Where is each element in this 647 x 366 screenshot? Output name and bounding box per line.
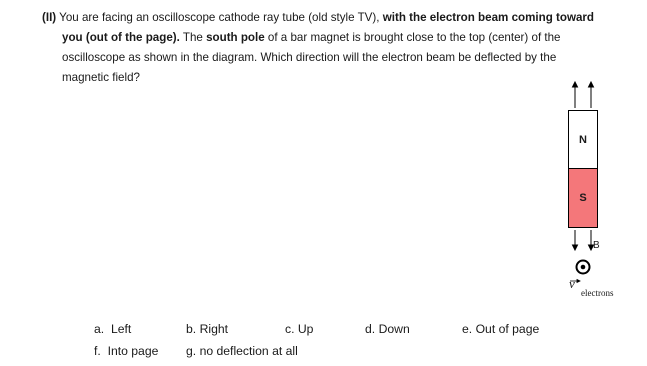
choice-e[interactable] [462,322,539,336]
question-text-fragment-2: of a bar magnet is brought close to the top (center) of the [264,31,561,44]
choice-letter: a. [94,322,105,336]
choice-text: Right [199,322,229,336]
field-lines-top [573,82,594,108]
choice-f[interactable] [94,344,158,358]
choice-text: Left [110,322,132,336]
choice-letter: f. [94,344,101,358]
choice-letter: c. [285,322,295,336]
choice-text: Down [378,322,410,336]
choice-c[interactable] [285,322,313,336]
question-line-3: oscilloscope as shown in the diagram. Which direction will the electron beam be deflected by the [62,51,557,64]
bar-magnet [568,110,598,228]
question-intro: You are facing an oscilloscope cathode ray tube (old style TV), [56,11,383,24]
choice-text: Into page [107,344,159,358]
choice-letter: b. [186,322,197,336]
choice-g[interactable] [186,344,298,358]
north-pole [568,110,598,169]
field-lines-bottom [573,230,594,250]
south-pole [568,168,598,228]
question-line-4: magnetic field? [62,71,140,84]
choice-text: Out of page [475,322,540,336]
choice-a[interactable] [94,322,131,336]
question-emphasis-out: you (out of the page). [62,31,180,44]
south-label: S [579,192,587,204]
out-of-page-symbol [577,261,590,274]
north-label: N [579,133,587,146]
choice-text: no deflection at all [199,344,298,358]
choice-b[interactable] [186,322,228,336]
velocity-symbol: v [569,276,575,291]
question-emphasis-south: south pole [206,31,265,44]
choice-letter: d. [365,322,376,336]
choice-letter: g. [186,344,197,358]
choice-text: Up [297,322,314,336]
question-text-fragment: The [179,31,207,44]
choice-d[interactable] [365,322,410,336]
question-emphasis-beam: with the electron beam coming toward [382,11,595,24]
magnetic-field-label: B [593,240,600,251]
choice-letter: e. [462,322,473,336]
electrons-label: electrons [581,288,614,298]
question-number: (II) [42,11,57,24]
